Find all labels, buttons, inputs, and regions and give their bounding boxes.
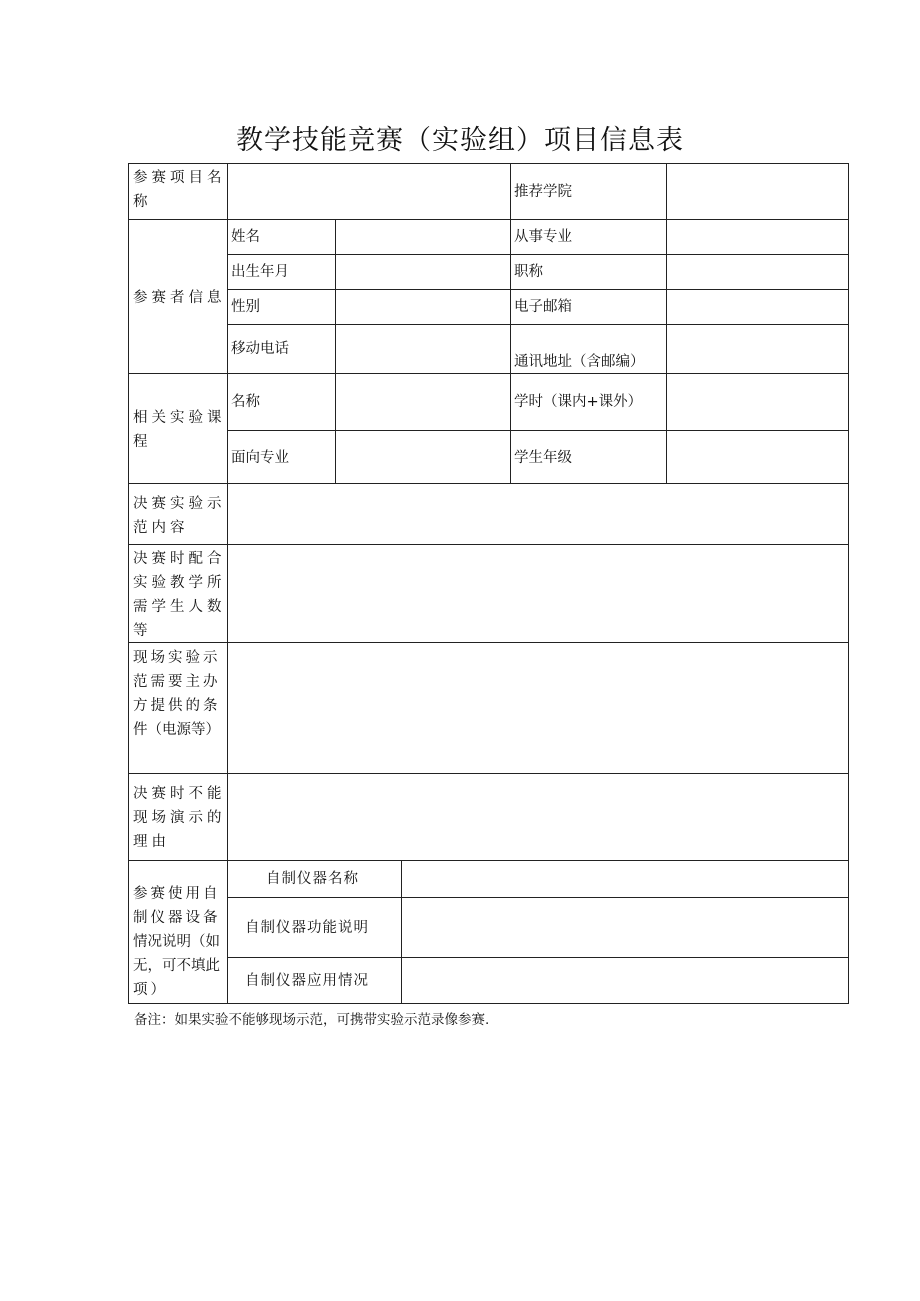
divider <box>128 219 849 220</box>
label-final-content: 决赛实验示 范内容 <box>133 496 226 536</box>
label-target-major: 面向专业 <box>231 450 289 466</box>
label-email: 电子邮箱 <box>514 299 572 315</box>
divider <box>227 897 849 898</box>
label-instrument-name: 自制仪器名称 <box>266 871 359 887</box>
page-title: 教学技能竞赛（实验组）项目信息表 <box>236 125 684 156</box>
divider <box>128 373 849 374</box>
divider <box>401 860 402 1004</box>
label-mobile: 移动电话 <box>231 341 289 357</box>
label-hours: 学时（课内+课外） <box>514 394 643 410</box>
label-student-grade: 学生年级 <box>514 450 572 466</box>
label-course: 相关实验课 程 <box>133 410 226 450</box>
divider <box>666 163 667 483</box>
divider <box>227 430 849 431</box>
label-name: 姓名 <box>231 229 260 245</box>
divider <box>128 544 849 545</box>
label-site-conditions: 现场实验示 范需要主办 方提供的条 件（电源等） <box>133 650 221 738</box>
divider <box>128 860 849 861</box>
divider <box>128 642 849 643</box>
label-gender: 性别 <box>231 299 260 315</box>
label-no-demo-reason: 决赛时不能 现场演示的 理由 <box>133 786 226 850</box>
label-address: 通讯地址（含邮编） <box>514 354 645 370</box>
label-instrument-usage: 参赛使用自 制仪器设备 情况说明（如 无，可不填此 项） <box>133 886 221 998</box>
label-project-name: 参赛项目名 称 <box>133 170 226 210</box>
label-recommend-college: 推荐学院 <box>514 184 572 200</box>
label-title-rank: 职称 <box>514 264 543 280</box>
footnote: 备注：如果实验不能够现场示范，可携带实验示范录像参赛. <box>134 1012 490 1028</box>
divider <box>128 483 849 484</box>
divider <box>510 163 511 483</box>
label-birth: 出生年月 <box>231 264 289 280</box>
label-participant-info: 参赛者信息 <box>133 290 226 306</box>
divider <box>227 957 849 958</box>
label-final-students: 决赛时配合 实验教学所 需学生人数 等 <box>133 551 226 639</box>
divider <box>227 254 849 255</box>
label-major: 从事专业 <box>514 229 572 245</box>
label-instrument-application: 自制仪器应用情况 <box>245 973 369 989</box>
divider <box>227 324 849 325</box>
divider <box>227 289 849 290</box>
label-instrument-function: 自制仪器功能说明 <box>245 920 369 936</box>
divider <box>335 219 336 483</box>
divider <box>128 773 849 774</box>
label-course-name: 名称 <box>231 394 260 410</box>
